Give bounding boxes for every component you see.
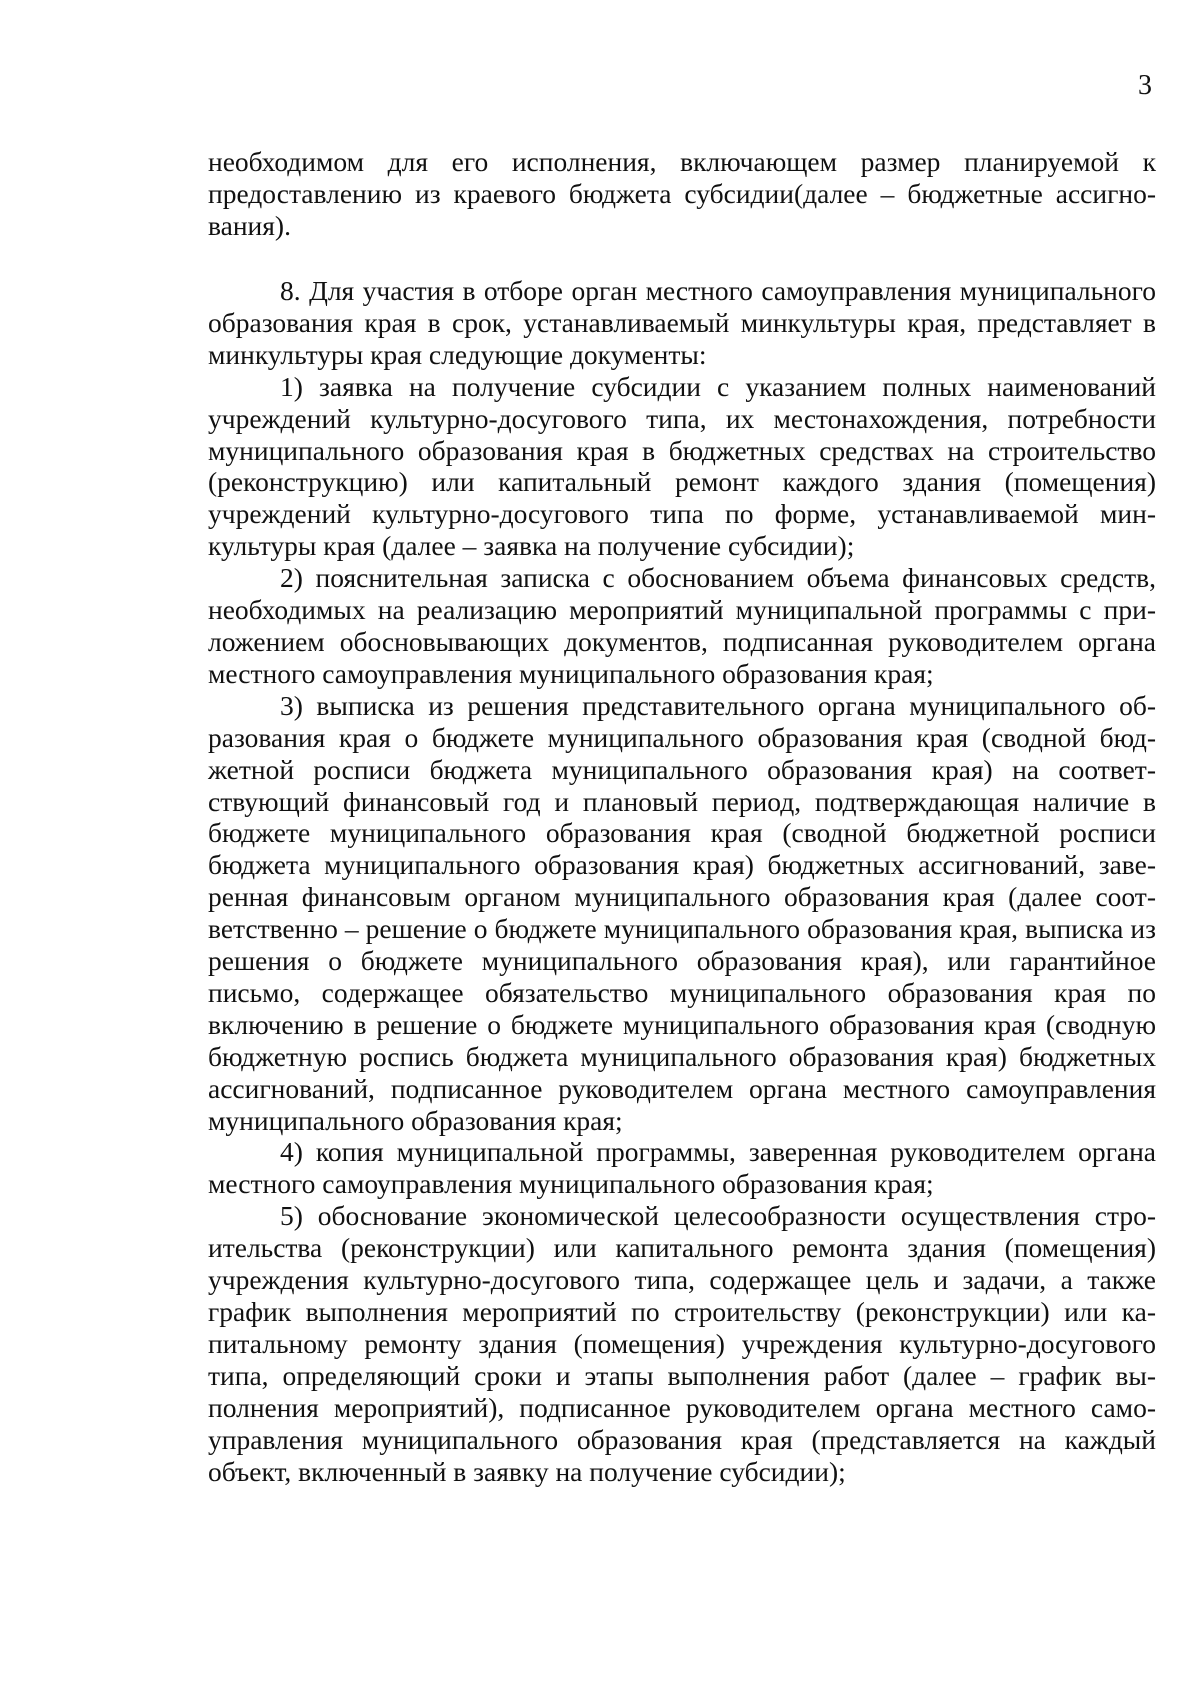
list-item-2: 2) пояснительная записка с обоснованием объема финансовых средств, необходимых на реализацию мероприятий муниципальной программы с приложением обосновывающих документов, подписанная руководителем органа местного самоуправления муниципального образования края; [208, 562, 1156, 689]
intro-block [208, 146, 1156, 242]
intro-paragraph: необходимом для его исполнения, включающем размер планируемой к предоставлению из краевого бюджета субсидии(далее – бюджетные ассигнования). [208, 146, 1156, 241]
list-item-5: 5) обоснование экономической целесообразности осуществления строительства (реконструкции) или капитального ремонта здания (помещения) учреждения культурно-досугового типа, содержащее цель и задачи, а также график выполнения мероприятий по строительству (реконструкции) или капитальному ремонту здания (помещения) учреждения культурно-досугового типа, определяющий сроки и этапы выполнения работ (далее – график выполнения мероприятий), подписанное руководителем органа местного самоуправления муниципального образования края (представляется на каждый объект, включенный в заявку на получение субсидии); [208, 1200, 1156, 1487]
list-item-4: 4) копия муниципальной программы, заверенная руководителем органа местного самоуправления муниципального образования края; [208, 1136, 1156, 1200]
page-number: 3 [1138, 70, 1152, 101]
list-item-3: 3) выписка из решения представительного органа муниципального образования края о бюджете муниципального образования края (сводной бюджетной росписи бюджета муниципального образования края) на соответствующий финансовый год и плановый период, подтверждающая наличие в бюджете муниципального образования края (сводной бюджетной росписи бюджета муниципального образования края) бюджетных ассигнований, заверенная финансовым органом муниципального образования края (далее соответственно – решение о бюджете муниципального образования края, выписка из решения о бюджете муниципального образования края), или гарантийное письмо, содержащее обязательство муниципального образования края по включению в решение о бюджете муниципального образования края (сводную бюджетную роспись бюджета муниципального образования края) бюджетных ассигнований, подписанное руководителем органа местного самоуправления муниципального образования края; [208, 689, 1156, 1136]
clause-8-block [208, 275, 1156, 1487]
clause-8-paragraph: 8. Для участия в отборе орган местного самоуправления муниципального образования края в срок, устанавливаемый минкультуры края, представляет в минкультуры края следующие документы: [208, 275, 1156, 370]
list-item-1: 1) заявка на получение субсидии с указанием полных наименований учреждений культурно-досугового типа, их местонахождения, потребности муниципального образования края в бюджетных средствах на строительство (реконструкцию) или капитальный ремонт каждого здания (помещения) учреждений культурно-досугового типа по форме, устанавливаемой минкультуры края (далее – заявка на получение субсидии); [208, 370, 1156, 562]
